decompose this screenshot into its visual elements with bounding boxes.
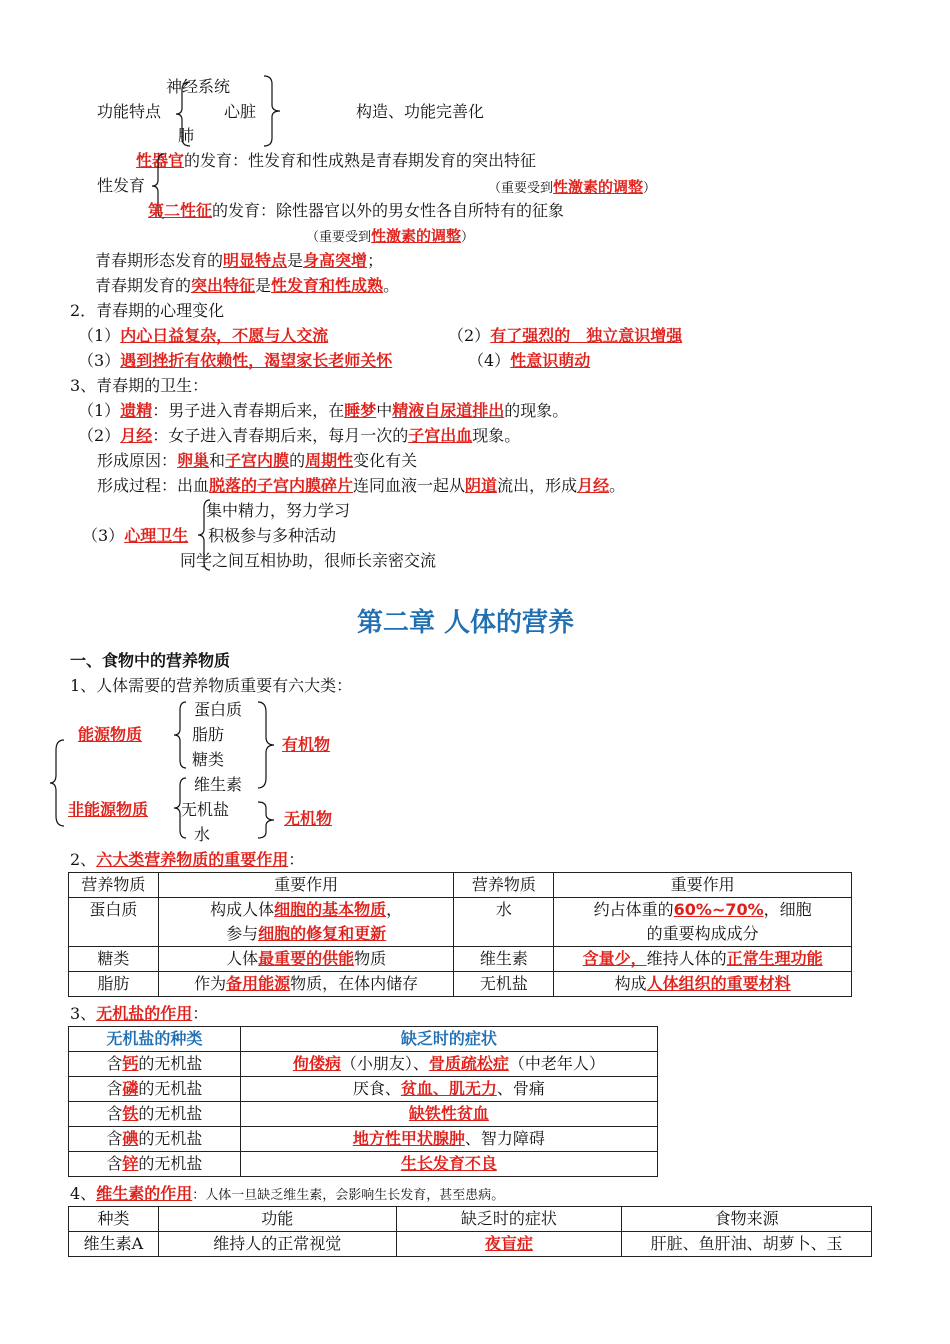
keyword: 最重要的供能 (258, 949, 355, 968)
keyword: 有了强烈的 独立意识增强 (490, 326, 683, 345)
keyword: 性发育和性成熟 (271, 276, 384, 295)
text: 形成过程：出血 (97, 476, 210, 495)
text: 的无机盐 (138, 1079, 203, 1098)
feature-line-2 (95, 275, 399, 297)
sex-organ-desc: 的发育：性发育和性成熟是青春期发育的突出特征 (184, 151, 537, 170)
keyword: 突出特征 (191, 276, 256, 295)
text: 构成 (614, 974, 647, 993)
keyword: 精液自尿道排出 (392, 401, 505, 420)
hormone-note-2 (306, 225, 474, 249)
keyword: 身高突增 (303, 251, 368, 270)
nutrient-fat: 脂肪 (192, 725, 225, 744)
cell (554, 898, 852, 947)
cell (240, 1102, 657, 1127)
keyword: 心理卫生 (124, 526, 189, 545)
text: 。 (609, 476, 626, 495)
nutrient-sugar: 糖类 (192, 750, 225, 769)
second-sex-desc: 的发育：除性器官以外的男女性各自所特有的征象 (212, 201, 565, 220)
keyword: 遗精 (120, 401, 153, 420)
header-cell: 缺乏时的症状 (240, 1027, 657, 1052)
num: （3） (78, 351, 121, 370)
text: 流出，形成 (497, 476, 578, 495)
organic-label: 有机物 (282, 735, 331, 754)
minerals-heading (70, 1003, 208, 1025)
text: 含 (106, 1079, 123, 1098)
keyword: 月经 (120, 426, 153, 445)
text: 含 (106, 1054, 123, 1073)
note-text: ） (643, 181, 657, 196)
text: ：女子进入青春期后来，每月一次的 (152, 426, 409, 445)
keyword: 性意识萌动 (510, 351, 591, 370)
hormone-note-1 (488, 176, 656, 200)
keyword: 铁 (122, 1104, 139, 1123)
cell (554, 972, 852, 997)
keyword: 周期性 (305, 451, 354, 470)
text: 是 (255, 276, 272, 295)
text: 是 (287, 251, 304, 270)
cell (158, 972, 454, 997)
table-header-row (69, 873, 852, 898)
text: ； (367, 251, 384, 270)
header-cell: 营养物质 (454, 873, 554, 898)
lung-text: 肺 (178, 126, 195, 145)
intro-line: 1、人体需要的营养物质重要有六大类： (70, 676, 353, 695)
nutrient-mineral: 无机盐 (181, 800, 230, 819)
table-row (69, 1152, 658, 1177)
note-text: ） (461, 230, 475, 245)
right-brace-icon (256, 700, 276, 790)
psych-heading: 2．青春期的心理变化 (70, 301, 225, 320)
roles-heading (70, 849, 304, 871)
cell (69, 1127, 241, 1152)
cell (69, 1077, 241, 1102)
keyword: 正常生理功能 (726, 949, 823, 968)
num: （1） (78, 326, 121, 345)
text: 约占体重的 (593, 900, 674, 919)
keyword: 生长发育不良 (400, 1154, 497, 1173)
cell: 肝脏、鱼肝油、胡萝卜、玉 (622, 1232, 872, 1257)
note-text: （重要受到 (488, 181, 554, 196)
sex-organ-keyword: 性器官 (136, 151, 185, 170)
text: 现象。 (472, 426, 521, 445)
hormone-keyword: 性激素的调整 (553, 178, 644, 196)
text: 的重要构成成分 (646, 924, 759, 943)
table-header-row (69, 1207, 872, 1232)
text: 的无机盐 (138, 1129, 203, 1148)
cell (69, 1152, 241, 1177)
function-feature-label: 功能特点 (97, 102, 162, 121)
menstruation-process (97, 475, 625, 497)
note-text: （重要受到 (306, 230, 372, 245)
cell: 糖类 (69, 947, 159, 972)
text: 、骨痛 (496, 1079, 545, 1098)
keyword: 无机盐的作用 (96, 1004, 193, 1023)
cell (69, 1052, 241, 1077)
sex-development-label: 性发育 (97, 176, 146, 195)
keyword: 内心日益复杂，不愿与人交流 (120, 326, 329, 345)
heart-text: 心脏 (224, 102, 257, 121)
table-row (69, 1077, 658, 1102)
text: 作为 (194, 974, 227, 993)
right-brace-icon (256, 800, 276, 840)
header-cell: 无机盐的种类 (69, 1027, 241, 1052)
num: 4、 (70, 1184, 97, 1203)
sex-organ-line (136, 150, 536, 172)
table-row (69, 1232, 872, 1257)
table-row (69, 1127, 658, 1152)
text: ，细胞 (763, 900, 812, 919)
num: （2） (78, 426, 121, 445)
keyword: 人体组织的重要材料 (646, 974, 791, 993)
keyword: 夜盲症 (484, 1234, 533, 1253)
cell: 维持人的正常视觉 (158, 1232, 396, 1257)
keyword: 六大类营养物质的重要作用 (96, 850, 289, 869)
nutrient-roles-table (68, 872, 852, 997)
keyword: 贫血、肌无力 (400, 1079, 497, 1098)
mental-item-2: 积极参与多种活动 (208, 526, 337, 545)
text: 物质 (354, 949, 387, 968)
text: 的 (289, 451, 306, 470)
non-energy-nutrients-label: 非能源物质 (68, 800, 149, 819)
nutrient-vitamin: 维生素 (194, 775, 243, 794)
mental-item-3: 同学之间互相协助，很师长亲密交流 (180, 551, 437, 570)
keyword: 钙 (122, 1054, 139, 1073)
structure-result-text: 构造、功能完善化 (356, 102, 485, 121)
cell: 脂肪 (69, 972, 159, 997)
keyword: 含量少， (582, 949, 647, 968)
section-heading: 一、食物中的营养物质 (70, 651, 231, 670)
second-sex-line (148, 200, 564, 222)
num: 2、 (70, 850, 97, 869)
text: ： (192, 1004, 209, 1023)
num: （3） (82, 526, 125, 545)
keyword: 细胞的修复和更新 (258, 924, 387, 943)
second-sex-keyword: 第二性征 (148, 201, 213, 220)
num: 3、 (70, 1004, 97, 1023)
cell (240, 1127, 657, 1152)
text: 的无机盐 (138, 1154, 203, 1173)
psych-item-2 (448, 325, 682, 347)
cell (158, 898, 454, 947)
keyword: 缺铁性贫血 (408, 1104, 489, 1123)
table-row (69, 1052, 658, 1077)
cell (554, 947, 852, 972)
keyword: 佝偻病 (292, 1054, 341, 1073)
vitamins-table (68, 1206, 872, 1257)
cell (69, 1102, 241, 1127)
text: ：男子进入青春期后来，在 (152, 401, 345, 420)
left-brace-icon (172, 700, 188, 770)
hormone-keyword: 性激素的调整 (371, 227, 462, 245)
cell: 蛋白质 (69, 898, 159, 947)
hygiene-heading: 3、青春期的卫生： (70, 376, 209, 395)
keyword: 细胞的基本物质 (274, 900, 387, 919)
text: （中老年人） (508, 1054, 605, 1073)
psych-item-4 (468, 350, 590, 372)
header-cell: 重要作用 (554, 873, 852, 898)
keyword: 阴道 (465, 476, 498, 495)
keyword: 碘 (122, 1129, 139, 1148)
keyword: 睡梦 (344, 401, 377, 420)
nervous-system-text: 神经系统 (166, 77, 231, 96)
text: 、智力障碍 (464, 1129, 545, 1148)
keyword: 明显特点 (223, 251, 288, 270)
text: 中 (376, 401, 393, 420)
table-row (69, 972, 852, 997)
hygiene-item-1 (78, 400, 568, 422)
text: 的现象。 (504, 401, 569, 420)
text: 人体 (226, 949, 259, 968)
text: 厌食、 (352, 1079, 401, 1098)
header-cell: 种类 (69, 1207, 159, 1232)
menstruation-cause (97, 450, 417, 472)
keyword: 脱落的子宫内膜碎片 (209, 476, 354, 495)
keyword: 地方性甲状腺肿 (352, 1129, 465, 1148)
text: 连同血液一起从 (353, 476, 466, 495)
header-cell: 功能 (158, 1207, 396, 1232)
cell: 维生素A (69, 1232, 159, 1257)
vitamins-heading (70, 1183, 504, 1207)
text: 。 (383, 276, 400, 295)
keyword: 子宫内膜 (225, 451, 290, 470)
text: 和 (209, 451, 226, 470)
text: 青春期形态发育的 (95, 251, 224, 270)
nutrient-water: 水 (194, 825, 211, 844)
keyword: 卵巢 (177, 451, 210, 470)
keyword: 骨质疏松症 (428, 1054, 509, 1073)
text: ：人体一旦缺乏维生素，会影响生长发育，甚至患病。 (192, 1188, 505, 1203)
keyword: 60%~70% (673, 900, 764, 919)
text: ， (386, 900, 403, 919)
keyword: 子宫出血 (408, 426, 473, 445)
cell (158, 947, 454, 972)
header-cell: 营养物质 (69, 873, 159, 898)
psych-item-3 (78, 350, 392, 372)
keyword: 维生素的作用 (96, 1184, 193, 1203)
num: （1） (78, 401, 121, 420)
mental-item-1: 集中精力，努力学习 (206, 501, 351, 520)
text: 形成原因： (97, 451, 178, 470)
psych-item-1 (78, 325, 328, 347)
header-cell: 缺乏时的症状 (396, 1207, 622, 1232)
mental-hygiene-label (82, 525, 188, 547)
text: 变化有关 (353, 451, 418, 470)
table-header-row (69, 1027, 658, 1052)
cell: 无机盐 (454, 972, 554, 997)
text: 物质，在体内储存 (290, 974, 419, 993)
keyword: 磷 (122, 1079, 139, 1098)
cell (240, 1152, 657, 1177)
keyword: 遇到挫折有依赖性，渴望家长老师关怀 (120, 351, 393, 370)
num: （2） (448, 326, 491, 345)
table-row (69, 1102, 658, 1127)
hygiene-item-2 (78, 425, 520, 447)
cell (240, 1052, 657, 1077)
text: （小朋友）、 (340, 1054, 429, 1073)
text: 含 (106, 1129, 123, 1148)
table-row (69, 898, 852, 947)
text: 含 (106, 1154, 123, 1173)
header-cell: 食物来源 (622, 1207, 872, 1232)
cell: 维生素 (454, 947, 554, 972)
right-brace-icon (262, 74, 282, 148)
cell: 水 (454, 898, 554, 947)
text: 的无机盐 (138, 1054, 203, 1073)
text: ： (288, 850, 305, 869)
minerals-table (68, 1026, 658, 1177)
cell (396, 1232, 622, 1257)
keyword: 备用能源 (226, 974, 291, 993)
cell (240, 1077, 657, 1102)
feature-line-1 (95, 250, 383, 272)
inorganic-label: 无机物 (284, 809, 333, 828)
energy-nutrients-label: 能源物质 (78, 725, 143, 744)
keyword: 锌 (122, 1154, 139, 1173)
text: 含 (106, 1104, 123, 1123)
text: 参与 (226, 924, 259, 943)
text: 青春期发育的 (95, 276, 192, 295)
num: （4） (468, 351, 511, 370)
text: 的无机盐 (138, 1104, 203, 1123)
table-row (69, 947, 852, 972)
keyword: 月经 (577, 476, 610, 495)
text: 维持人体的 (646, 949, 727, 968)
text: 构成人体 (210, 900, 275, 919)
chapter-title: 第二章 人体的营养 (357, 608, 575, 638)
header-cell: 重要作用 (158, 873, 454, 898)
nutrient-protein: 蛋白质 (194, 700, 243, 719)
left-brace-icon (48, 738, 66, 828)
